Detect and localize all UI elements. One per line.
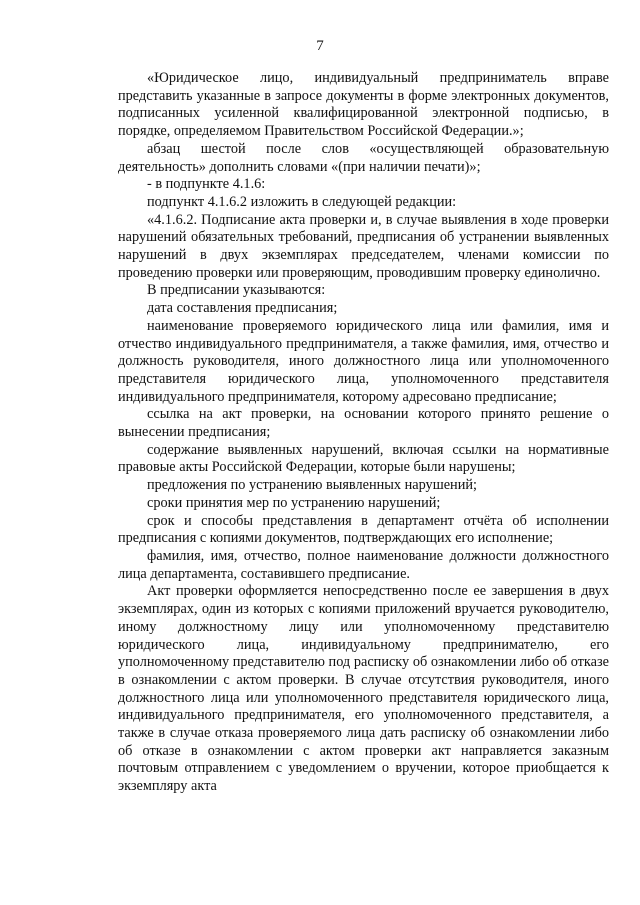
list-item-report: срок и способы представления в департамент отчёта об исполнении предписания с копиями документов, подтверждающих его исполнение; [118, 512, 609, 547]
paragraph-subpoint-416: - в подпункте 4.1.6: [147, 176, 266, 193]
paragraph-subpoint-4162-intro: подпункт 4.1.6.2 изложить в следующей редакции: [147, 193, 457, 210]
list-item-violations: содержание выявленных нарушений, включая ссылки на нормативные правовые акты Российской Федерации, которые были нарушены; [118, 441, 609, 476]
paragraph-act-procedure: Акт проверки оформляется непосредственно после ее завершения в двух экземплярах, один из которых с копиями приложений вручается руководителю, иному должностному лицу или уполномоченному представителю юридического лица, индивидуальному предпринимателю, его уполномоченному представителю под расписку об ознакомлении либо об отказе в ознакомлении с актом проверки. В случае отсутствия руководителя, иного должностного лица или уполномоченного представителя юридического лица, индивидуального предпринимателя, его уполномоченного представителя, а также в случае отказа проверяемого лица дать расписку об ознакомлении либо об отказе в ознакомлении с актом проверки акт направляется заказным почтовым отправлением с уведомлением о вручении, которое приобщается к экземпляру акта [118, 583, 609, 795]
page-number: 7 [316, 38, 324, 54]
list-item-deadlines: сроки принятия мер по устранению нарушений; [147, 494, 441, 511]
list-item-act-reference: ссылка на акт проверки, на основании которого принято решение о вынесении предписания; [118, 406, 609, 441]
paragraph-quote-electronic-docs: «Юридическое лицо, индивидуальный предприниматель вправе представить указанные в запросе документы в форме электронных документов, подписанных усиленной квалифицированной электронной подписью, в порядке, определяемом Правительством Российской Федерации.»; [118, 70, 609, 140]
paragraph-4162-text: «4.1.6.2. Подписание акта проверки и, в случае выявления в ходе проверки нарушений обязательных требований, предписания об устранении выявленных нарушений в двух экземплярах председателем, членами комиссии по проведению проверки или проверяющим, проводившим проверку единолично. [118, 211, 609, 281]
list-item-official: фамилия, имя, отчество, полное наименование должности должностного лица департамента, составившего предписание. [118, 547, 609, 582]
list-item-date: дата составления предписания; [147, 300, 338, 317]
list-item-proposals: предложения по устранению выявленных нарушений; [147, 477, 477, 494]
document-body [118, 70, 609, 796]
paragraph-abzac-six: абзац шестой после слов «осуществляющей образовательную деятельность» дополнить словами «(при наличии печати)»; [118, 140, 609, 175]
list-item-name: наименование проверяемого юридического лица или фамилия, имя и отчество индивидуального предпринимателя, а также фамилия, имя, отчество и должность руководителя, иного должностного лица или уполномоченного представителя юридического лица, уполномоченного представителя индивидуального предпринимателя, которому адресовано предписание; [118, 317, 609, 405]
paragraph-prescription-list-heading: В предписании указываются: [147, 282, 326, 299]
